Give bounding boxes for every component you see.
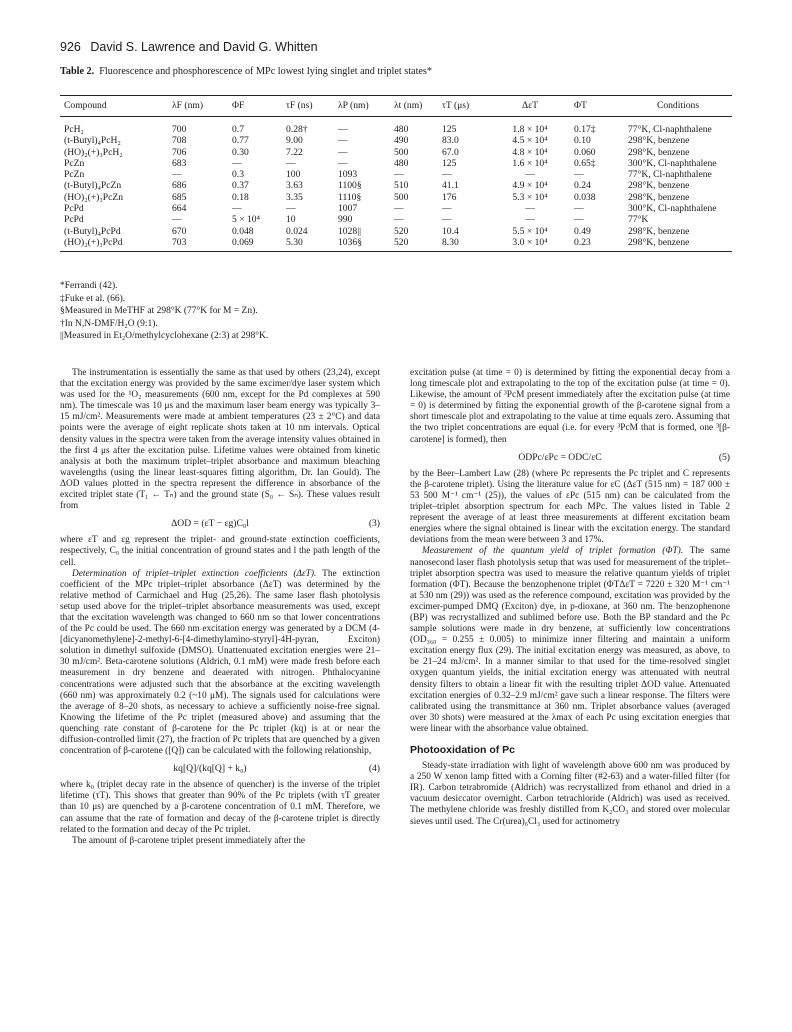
table-cell: — <box>574 203 584 215</box>
table-row <box>60 203 732 214</box>
table-cell: 500 <box>394 191 409 203</box>
table-cell: 0.048 <box>232 225 254 237</box>
footnote: ‡Fuke et al. (66). <box>60 293 126 304</box>
table-cell: — <box>338 135 348 147</box>
table-cell: — <box>525 203 535 215</box>
column-header: Conditions <box>656 100 700 112</box>
left-column <box>60 368 380 847</box>
equation-number: (5) <box>718 451 730 463</box>
table-cell: 0.49 <box>574 225 591 237</box>
equation-expression: kq[Q]/(kq[Q] + k₀) <box>173 763 247 775</box>
table-cell: 77°K, Cl-naphthalene <box>628 124 712 135</box>
column-header: τT (μs) <box>442 100 470 112</box>
equation-expression: ODPc/εPc = ODC/εC <box>518 451 602 463</box>
table-cell: 125 <box>442 124 457 135</box>
table-cell: 298°K, benzene <box>628 135 690 147</box>
table-cell: 100 <box>286 169 301 181</box>
table-cell: — <box>338 124 348 135</box>
table-cell: 10 <box>286 214 296 226</box>
body-paragraph: excitation pulse (at time = 0) is determined by fitting the exponential decay from a long timescale plot and extrapolating to the top of the excitation pulse (at time = 0). Likewise, the amount of ³PcM present immediately after the excitation pulse (at time = 0) is determined by fitting the exponential growth of the β-carotene signal from a short timescale plot and extrapolating to the value at time equals zero. Assuming that the two triplet concentrations are equal (i.e. for every ³PcM that is formed, one ³[β-carotene] is formed), then <box>410 368 730 445</box>
right-column <box>410 368 730 828</box>
data-table <box>60 96 732 248</box>
table-cell: 0.024 <box>286 225 308 237</box>
table-cell: 685 <box>172 191 187 203</box>
table-cell: 700 <box>172 124 187 135</box>
table-cell: — <box>525 214 535 226</box>
table-row <box>60 158 732 169</box>
table-cell: — <box>172 169 182 181</box>
table-cell: 1007 <box>338 203 358 215</box>
table-cell: 300°K, Cl-naphthalene <box>628 157 717 169</box>
table-cell: 3.35 <box>286 191 303 203</box>
table-cell: 298°K, benzene <box>628 180 690 192</box>
table-cell: (HO)₂(+)₃PcZn <box>64 191 123 203</box>
table-cell: 0.7 <box>232 124 244 135</box>
column-header: λt (nm) <box>394 100 423 112</box>
table-cell: 1028|| <box>338 225 362 237</box>
author-line: David S. Lawrence and David G. Whitten <box>90 40 318 54</box>
table-row <box>60 116 732 135</box>
body-paragraph: Steady-state irradiation with light of wavelength above 600 nm was produced by a 250 W xenon lamp fitted with a Corning filter (#2-63) and a water-filled filter (for IR). Carbon tetrabromide (Aldrich) was recrystallized from ethanol and dried in a vacuum desiccator overnight. Carbon tetrachloride (Aldrich) was used as received. The methylene chloride was freshly distilled from K₂CO₃ and stored over molecular sieves until used. The Cr(urea)₆Cl₃ used for actinometry <box>410 761 730 827</box>
table-cell: — <box>574 169 584 181</box>
column-header: τF (ns) <box>286 100 313 112</box>
column-header: λP (nm) <box>338 100 369 112</box>
table-cell: 298°K, benzene <box>628 236 690 248</box>
table-cell: 1.6 × 10⁴ <box>512 157 548 169</box>
body-paragraph: by the Beer–Lambert Law (28) (where Pc represents the Pc triplet and C represents the β-carotene triplet). Using the literature value for εC (ΔεT (515 nm) = 187 000 ± 53 500 M⁻¹ cm⁻¹ (25)), the values of εPc (515 nm) can be calculated from the triplet–triplet absorption spectrum for each MPc. The values listed in Table 2 represent the average of at least three measurements at different excitation beam energies where the signal obtained is linear with the excitation energy. The standard deviations from the mean were between 3 and 17%. <box>410 468 730 546</box>
table-cell: 125 <box>442 157 457 169</box>
body-paragraph <box>410 546 730 735</box>
table-cell: — <box>286 157 296 169</box>
table-cell: 683 <box>172 157 187 169</box>
table-cell: PcZn <box>64 169 85 181</box>
equation-5 <box>410 452 730 463</box>
page-number: 926 <box>60 40 81 54</box>
table-cell: 3.0 × 10⁴ <box>512 236 548 248</box>
equation-3 <box>60 518 380 529</box>
table-cell: — <box>232 203 242 215</box>
table-cell: PcPd <box>64 203 84 215</box>
table-cell: 1100§ <box>338 180 362 192</box>
table-cell: 1110§ <box>338 191 362 203</box>
table-row <box>60 169 732 180</box>
subsection-title: Determination of triplet–triplet extinction coefficients (ΔεT). <box>72 568 317 579</box>
body-paragraph <box>60 569 380 758</box>
table-cell: 0.77 <box>232 135 249 147</box>
table-cell: 77°K, Cl-naphthalene <box>628 169 712 181</box>
subsection-title: Measurement of the quantum yield of triplet formation (ΦT). <box>422 546 684 557</box>
table-cell: 4.8 × 10⁴ <box>512 146 548 158</box>
table-caption-text: Fluorescence and phosphorescence of MPc lowest lying singlet and triplet states* <box>99 66 432 77</box>
table-cell: 298°K, benzene <box>628 146 690 158</box>
table-cell: 520 <box>394 236 409 248</box>
table-cell: 480 <box>394 157 409 169</box>
table-cell: 0.060 <box>574 146 596 158</box>
table-row <box>60 180 732 191</box>
table-cell: 670 <box>172 225 187 237</box>
table-cell: 41.1 <box>442 180 459 192</box>
table-row <box>60 192 732 203</box>
body-paragraph: where k₀ (triplet decay rate in the absence of quencher) is the inverse of the triplet lifetime (τT). This shows that greater than 90% of the Pc triplets (with τT greater than 10 μs) are quenched by a β-carotene concentration of 0.1 mM. Therefore, we can assume that the rate of formation and decay of the β-carotene triplet is directly related to the formation and decay of the Pc triplet. <box>60 780 380 835</box>
table-cell: — <box>394 203 404 215</box>
table-cell: 500 <box>394 146 409 158</box>
table-cell: 490 <box>394 135 409 147</box>
table-cell: PcPd <box>64 214 84 226</box>
table-row <box>60 214 732 225</box>
table-cell: — <box>442 203 452 215</box>
table-footnotes <box>60 280 268 343</box>
table-cell: 0.3 <box>232 169 244 181</box>
table-cell: 0.65‡ <box>574 157 596 169</box>
table-cell: — <box>286 203 296 215</box>
table-row <box>60 226 732 237</box>
table-label: Table 2. <box>60 66 95 77</box>
footnote: †In N,N-DMF/H₂O (9:1). <box>60 318 158 329</box>
column-header: ΦT <box>574 100 587 112</box>
table-cell: 708 <box>172 135 187 147</box>
paragraph-text: The same nanosecond laser flash photolysis setup that was used for measurement of the triplet–triplet absorption spectra was used to measure the relative quantum yields of triplet formation (ΦT). Because the benzophenone triplet (ΦTΔεT = 7220 ± 320 M⁻¹ cm⁻¹ at 530 nm (29)) was used as the reference compound, excitation was provided by the excimer-pumped DMQ (Exciton) dye, in p-dioxane, at 360 nm. The benzophenone (BP) was recrystallized and sublimed before use. Both the BP standard and the Pc sample solutions were made in dry benzene, at sufficiently low concentrations (OD₃₆₀ = 0.255 ± 0.005) to minimize inner filtering and maintain a uniform excitation energy flux (29). The initial excitation energy was measured, as above, to be 21–24 mJ/cm². In a manner similar to that used for the time-resolved singlet oxygen quantum yields, the initial excitation energy was attenuated with neutral density filters to obtain a linear fit with the resulting triplet ΔOD value. Attenuated excitation energies of 0.32–2.9 mJ/cm² gave such a linear response. The filters were calibrated using the transmittance at 360 nm. Triplet absorbance values (averaged over 30 shots) were measured at the λmax of each Pc using excitation energies that were linear with the absorbance value obtained. <box>410 546 731 734</box>
table-cell: 3.63 <box>286 180 303 192</box>
table-cell: 664 <box>172 203 187 215</box>
table-cell: — <box>525 169 535 181</box>
table-cell: 5.30 <box>286 236 303 248</box>
body-paragraph: The amount of β-carotene triplet present immediately after the <box>72 835 306 846</box>
table-cell: 4.5 × 10⁴ <box>512 135 548 147</box>
table-cell: (t-Butyl)₄PcZn <box>64 180 122 192</box>
table-cell: PcZn <box>64 157 85 169</box>
table-cell: — <box>338 157 348 169</box>
table-cell: (HO)₂(+)₃PcPd <box>64 236 123 248</box>
table-cell: 1093 <box>338 169 358 181</box>
table-cell: 706 <box>172 146 187 158</box>
table-cell: 67.0 <box>442 146 459 158</box>
equation-4 <box>60 763 380 774</box>
table-cell: 1.8 × 10⁴ <box>512 124 548 135</box>
table-cell: 0.37 <box>232 180 249 192</box>
table-cell: — <box>232 157 242 169</box>
table-row <box>60 237 732 248</box>
table-cell: 298°K, benzene <box>628 191 690 203</box>
table-cell: — <box>338 146 348 158</box>
table-cell: 0.28† <box>286 124 308 135</box>
table-cell: 77°K <box>628 214 649 226</box>
table-cell: — <box>394 169 404 181</box>
table-row <box>60 147 732 158</box>
equation-number: (4) <box>368 763 380 775</box>
table-cell: — <box>394 214 404 226</box>
table-cell: 0.23 <box>574 236 591 248</box>
table-cell: 7.22 <box>286 146 303 158</box>
table-bottom-rule <box>60 251 732 252</box>
table-cell: 990 <box>338 214 353 226</box>
column-header: ΔεT <box>521 100 539 112</box>
table-cell: 5.5 × 10⁴ <box>512 225 548 237</box>
table-cell: 0.30 <box>232 146 249 158</box>
table-cell: 5 × 10⁴ <box>232 214 260 226</box>
column-header: ΦF <box>232 100 245 112</box>
equation-expression: ΔOD = (εT − εg)C₀l <box>171 518 249 530</box>
footnote: *Ferrandi (42). <box>60 281 118 291</box>
table-cell: — <box>574 214 584 226</box>
table-cell: 510 <box>394 180 409 192</box>
table-cell: 703 <box>172 236 187 248</box>
equation-number: (3) <box>368 518 380 530</box>
table-cell: (HO)₂(+)₃PcH₂ <box>64 146 123 158</box>
table-cell: (t-Butyl)₄PcPd <box>64 225 121 237</box>
table-cell: 520 <box>394 225 409 237</box>
table-cell: 8.30 <box>442 236 459 248</box>
section-heading: Photooxidation of Pc <box>410 744 515 756</box>
table-body <box>60 116 732 248</box>
table-cell: 298°K, benzene <box>628 225 690 237</box>
paragraph-text: The extinction coefficient of the MPc triplet–triplet absorbance (ΔεT) was determined by the relative method of Carmichael and Hug (25,26). The same laser flash photolysis setup used above for the triplet–triplet absorbance measurements was used, except that the excitation wavelength was changed to 660 nm so that lower concentrations of the Pc could be used. The 660 nm excitation energy was generated by a DCM (4-[dicyanomethylene]-2-methyl-6-[4-dimethylamino-styryl]-4H-pyran, Exciton) solution in dimethyl sulfoxide (DMSO). Unattenuated excitation energies were 21–30 mJ/cm². Beta-carotene solutions (Aldrich, 0.1 mM) were made fresh before each measurement in dry benzene and deaerated with nitrogen. Phthalocyanine concentrations were adjusted such that the absorbance at the exciting wavelength (660 nm) was approximately 0.2 (~10 μM). The signals used for calculations were the average of 8–20 shots, as necessary to achieve a sufficiently noise-free signal. Knowing the lifetime of the Pc triplet (measured above) and assuming that the quenching rate constant of β-carotene for the Pc triplet (kq) is at or near the diffusion-controlled limit (27), the fraction of Pc triplets that are quenched by a given concentration of β-carotene ([Q]) can be calculated with the following relationship, <box>60 568 380 757</box>
table-cell: 4.9 × 10⁴ <box>512 180 548 192</box>
table-cell: 0.038 <box>574 191 596 203</box>
table-cell: — <box>442 214 452 226</box>
table-cell: 480 <box>394 124 409 135</box>
table-cell: 83.0 <box>442 135 459 147</box>
table-cell: 0.10 <box>574 135 591 147</box>
table-cell: 0.18 <box>232 191 249 203</box>
table-cell: PcH₂ <box>64 124 84 135</box>
footnote: ||Measured in Et₂O/methylcyclohexane (2:3) at 298°K. <box>60 331 269 341</box>
table-cell: 9.00 <box>286 135 303 147</box>
table-cell: — <box>442 169 452 181</box>
table-cell: (t-Butyl)₄PcH₂ <box>64 135 121 147</box>
footnote: §Measured in MeTHF at 298°K (77°K for M = Zn). <box>60 306 258 316</box>
body-paragraph: where εT and εg represent the triplet- and ground-state extinction coefficients, respectively, C₀ the initial concentration of ground states and l the path length of the cell. <box>60 535 380 568</box>
table-cell: 5.3 × 10⁴ <box>512 191 548 203</box>
table-cell: 0.069 <box>232 236 254 248</box>
table-cell: 1036§ <box>338 236 362 248</box>
table-cell: 10.4 <box>442 225 459 237</box>
running-header <box>60 40 318 54</box>
table-row <box>60 135 732 146</box>
body-paragraph: The instrumentation is essentially the same as that used by others (23,24), except that the excitation energy was provided by the same excimer/dye laser system which was used for the ¹O₂ measurements (600 nm, except for the Pd complexes at 590 nm). The timescale was 10 μs and the maximum laser beam energy was typically 3–15 mJ/cm². Measurements were made at ambient temperatures (23 ± 2°C) and data points were the average of eight replicate shots taken at 10 nm intervals. Optical density values in the spectra were taken from the average intensity values obtained in the first 4 μs after the excitation pulse. Lifetime values were obtained from kinetic analysis at both the maximum triplet–triplet absorbance and maximum bleaching wavelengths (using the linear least-squares fitting algorithm, Dr. Ian Gould). The ΔOD values plotted in the spectra represent the difference in absorbance of the excited triplet state (T₁ ← Tₙ) and the ground state (S₀ ← Sₙ). These values result from <box>60 368 380 512</box>
table-header-row <box>60 96 732 116</box>
column-header: λF (nm) <box>172 100 204 112</box>
table-cell: 0.17‡ <box>574 124 596 135</box>
table-cell: 0.24 <box>574 180 591 192</box>
table-cell: — <box>172 214 182 226</box>
table-cell: 686 <box>172 180 187 192</box>
table-cell: 176 <box>442 191 457 203</box>
column-header: Compound <box>64 100 107 112</box>
table-cell: 300°K, Cl-naphthalene <box>628 203 717 215</box>
table-caption <box>60 66 740 77</box>
